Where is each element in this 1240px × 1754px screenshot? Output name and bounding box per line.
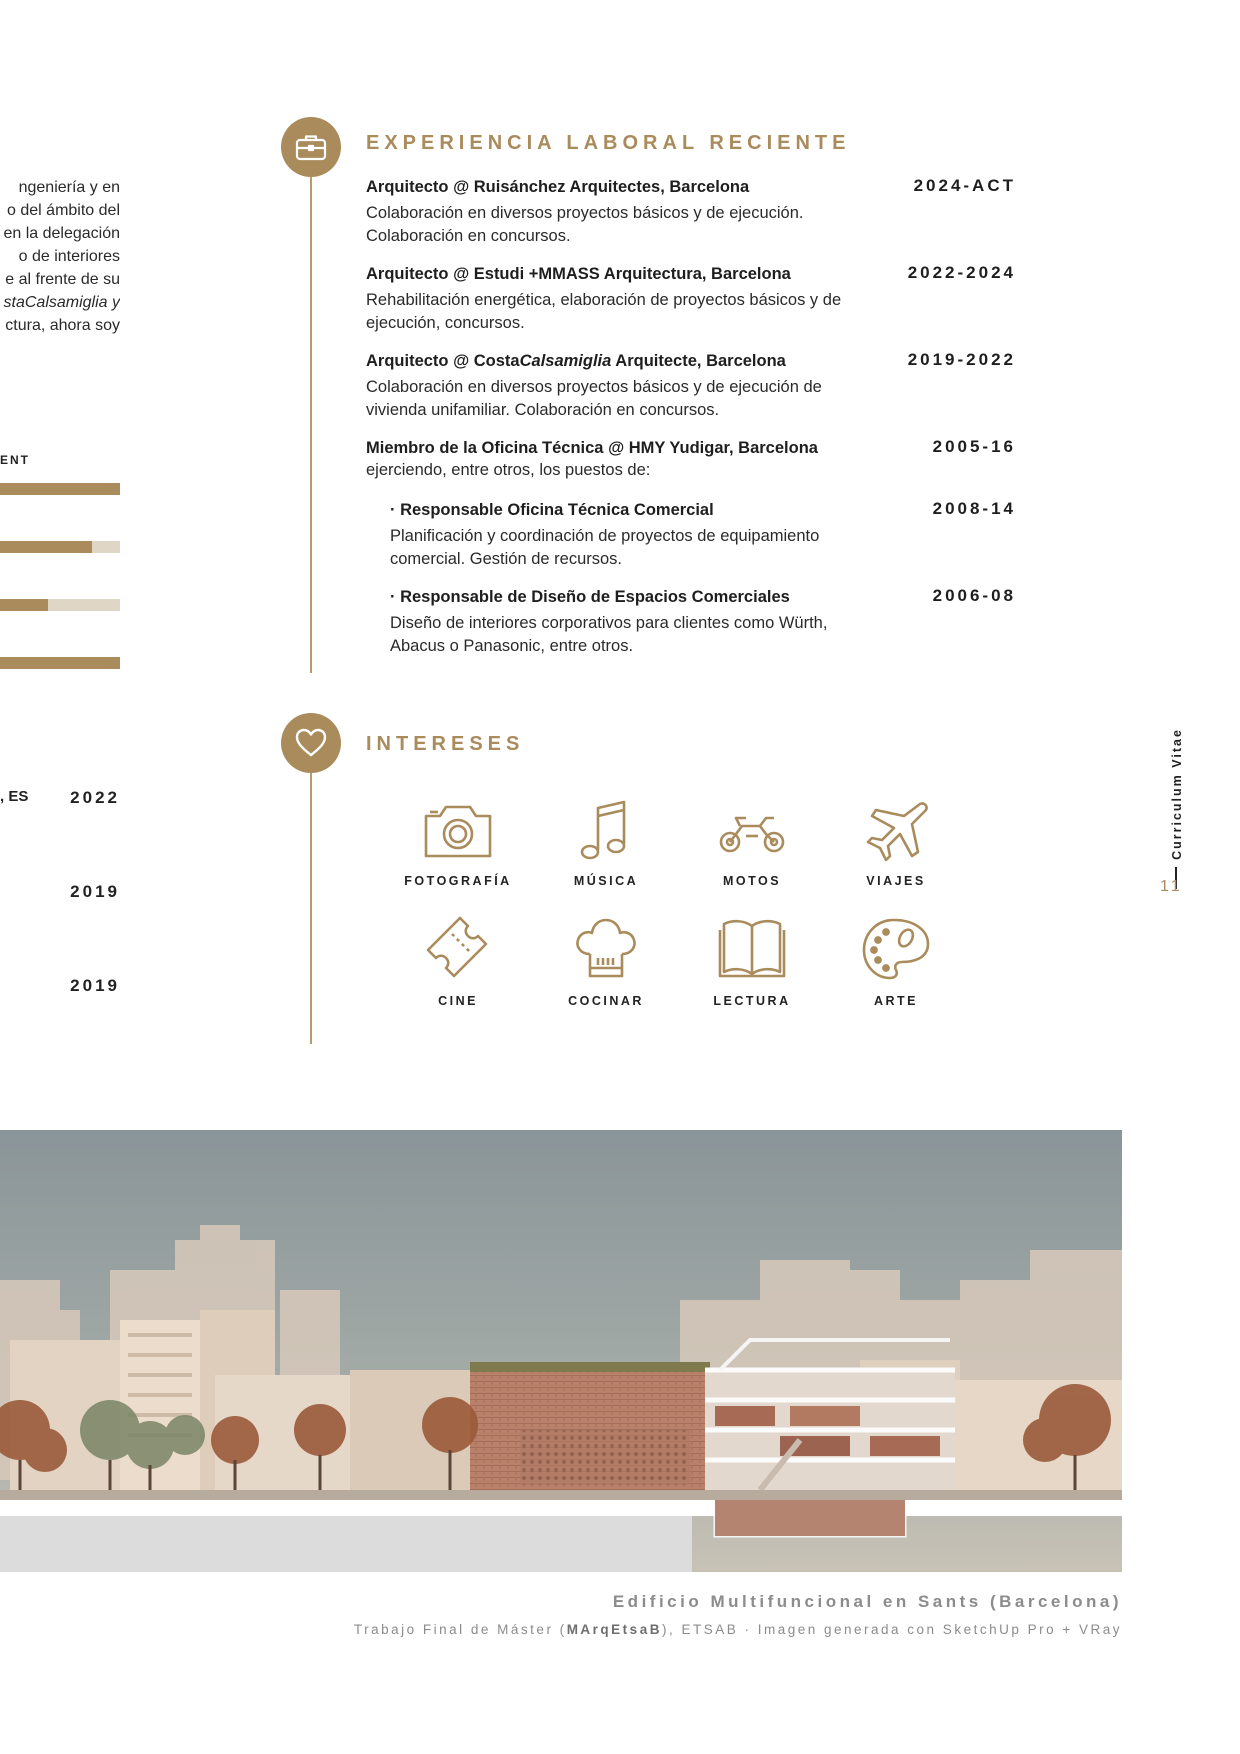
job-years: 2019-2022	[907, 350, 1016, 369]
job-entry	[366, 176, 1016, 248]
timeline-line	[310, 770, 312, 1044]
skills-heading-fragment: ENT	[0, 453, 30, 467]
job-description: Diseño de interiores corporativos para clientes como Würth, Abacus o Panasonic, entre otros.	[390, 614, 828, 655]
render-foreground-wall	[0, 1516, 692, 1572]
job-description: Planificación y coordinación de proyectos de equipamiento comercial. Gestión de recursos.	[390, 527, 820, 568]
skill-bar-fill	[0, 599, 48, 611]
architectural-render	[0, 1130, 1122, 1572]
job-title: Miembro de la Oficina Técnica @ HMY Yudigar, Barcelona	[366, 439, 818, 457]
job-subentry	[390, 499, 1016, 571]
interest-cine	[388, 916, 528, 1008]
timeline-line	[310, 168, 312, 673]
palette-icon	[860, 916, 932, 982]
job-years: 2008-14	[932, 499, 1016, 518]
interest-label: MOTOS	[722, 874, 782, 888]
job-title: · Responsable Oficina Técnica Comercial	[390, 501, 714, 519]
intro-paragraph-fragment	[0, 176, 120, 337]
job-entry	[366, 263, 1016, 335]
intro-line: en la delegación	[3, 225, 120, 242]
job-subentry	[390, 586, 1016, 658]
job-entry	[366, 437, 1016, 482]
intro-line: ctura, ahora soy	[5, 317, 120, 334]
skill-bar-fill	[0, 541, 92, 553]
interest-fotografia	[388, 800, 528, 888]
job-description: Rehabilitación energética, elaboración de proyectos básicos y de ejecución, concursos.	[366, 291, 842, 332]
interest-label: COCINAR	[568, 994, 644, 1008]
interests-section-title: INTERESES	[366, 733, 525, 755]
intro-line: o del ámbito del	[7, 202, 120, 219]
job-description: Colaboración en diversos proyectos básicos y de ejecución. Colaboración en concursos.	[366, 204, 804, 245]
skill-bar-fill	[0, 483, 120, 495]
skill-bar	[0, 657, 120, 669]
job-title: Arquitecto @ Ruisánchez Arquitectes, Barcelona	[366, 178, 750, 196]
job-title: · Responsable de Diseño de Espacios Comerciales	[390, 588, 790, 606]
interest-label: FOTOGRAFÍA	[404, 874, 512, 888]
job-years: 2006-08	[932, 586, 1016, 605]
render-caption: Edificio Multifuncional en Sants (Barcelona)	[612, 1592, 1122, 1611]
job-title: Arquitecto @ CostaCalsamiglia Arquitecte, Barcelona	[366, 352, 786, 370]
interest-label: MÚSICA	[573, 874, 639, 888]
interest-viajes	[826, 800, 966, 888]
job-description: Colaboración en diversos proyectos básicos y de ejecución de vivienda unifamiliar. Colaboración en concursos.	[366, 378, 822, 419]
ticket-icon	[422, 916, 494, 982]
airplane-icon	[860, 800, 932, 862]
side-tab-label: Curriculum Vitae	[1170, 728, 1184, 860]
camera-icon	[422, 800, 494, 862]
job-years: 2022-2024	[907, 263, 1016, 282]
render-street	[0, 1490, 1122, 1500]
skill-bar	[0, 541, 120, 553]
intro-line: o de interiores	[18, 248, 120, 265]
interest-cocinar	[536, 916, 676, 1008]
interest-label: ARTE	[873, 994, 919, 1008]
job-years: 2005-16	[932, 437, 1016, 456]
interest-label: LECTURA	[713, 994, 791, 1008]
education-year: 2019	[70, 882, 120, 901]
briefcase-icon	[281, 117, 341, 177]
job-entry	[366, 350, 1016, 422]
interest-lectura	[682, 916, 822, 1008]
page-number: 11	[1160, 878, 1183, 895]
chef-hat-icon	[570, 916, 642, 982]
skill-bar	[0, 599, 120, 611]
education-city-fragment: , ES	[0, 788, 29, 805]
intro-line: e al frente de su	[5, 271, 120, 288]
render-roof-garden	[470, 1362, 710, 1372]
open-book-icon	[716, 916, 788, 982]
music-note-icon	[570, 800, 642, 862]
render-lattice-band	[520, 1430, 690, 1485]
intro-line: staCalsamiglia y	[3, 294, 120, 311]
interest-label: CINE	[438, 994, 478, 1008]
skill-bar	[0, 483, 120, 495]
interest-arte	[826, 916, 966, 1008]
side-tab	[1162, 725, 1190, 875]
job-description: ejerciendo, entre otros, los puestos de:	[366, 461, 651, 479]
interest-motos	[682, 800, 822, 888]
motorcycle-icon	[716, 800, 788, 862]
job-title: Arquitecto @ Estudi +MMASS Arquitectura, Barcelona	[366, 265, 791, 283]
job-years: 2024-ACT	[913, 176, 1016, 195]
interest-label: VIAJES	[866, 874, 926, 888]
heart-icon	[281, 713, 341, 773]
render-subcaption: Trabajo Final de Máster (MArqEtsaB), ETSAB · Imagen generada con SketchUp Pro + VRay	[353, 1622, 1122, 1637]
interest-musica	[536, 800, 676, 888]
experience-section-title: EXPERIENCIA LABORAL RECIENTE	[366, 132, 851, 154]
education-year: 2022	[70, 788, 120, 807]
skill-bar-fill	[0, 657, 120, 669]
education-year: 2019	[70, 976, 120, 995]
intro-line: ngeniería y en	[18, 179, 120, 196]
